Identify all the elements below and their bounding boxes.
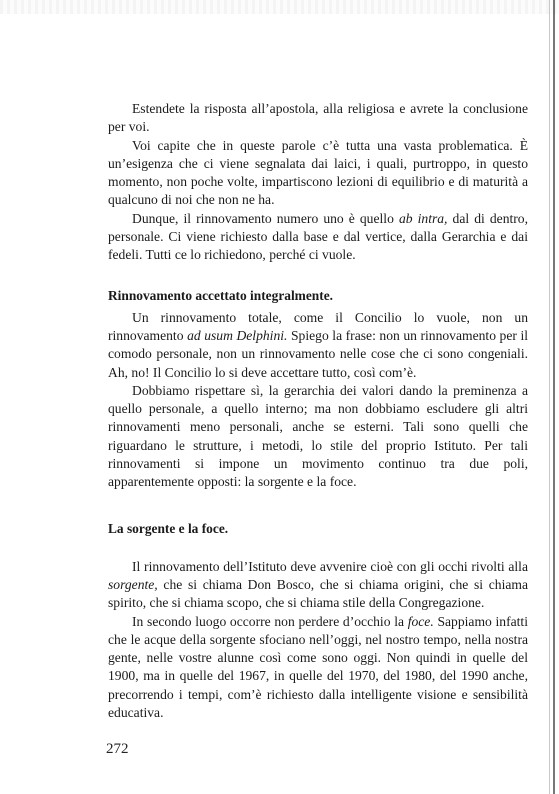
text-run: che si chiama Don Bosco, che si chiama origini, che si chiama spirito, che si chiama scopo, che si chiama stile della Congregazione. <box>108 576 528 611</box>
scan-edge-right <box>553 0 555 794</box>
section-heading-sorgente-foce: La sorgente e la foce. <box>108 520 229 536</box>
text-run: Dunque, il rinnovamento numero uno è quello <box>132 210 399 226</box>
text-run: Sappiamo infatti che le acque della sorgente sfociano nell’oggi, nel nostro tempo, nella nostra gente, nelle vostre alunne così come sono oggi. Non quindi in quelle del 1900, ma in quelle del 1967, in quelle del 1970, del 1980, del 1990 anche, precorrendo i tempi, com’è richiesto dalla intelligente visione e sensibilità educativa. <box>108 613 528 721</box>
text-run: In secondo luogo occorre non perdere d’occhio la <box>132 613 408 629</box>
paragraph-rinnovamento-totale <box>108 309 528 382</box>
paragraph-gerarchia-valori: Dobbiamo rispettare sì, la gerarchia dei valori dando la preminenza a quello personale, a quello interno; ma non dobbiamo escludere gli altri rinnovamenti meno personali, anche se esterni. Tali sono quelli che riguardano le strutture, i metodi, lo stile del proprio Istituto. Per tali rinnovamenti si impone un movimento continuo tra due poli, apparentemente opposti: la sorgente e la foce. <box>108 382 528 490</box>
italic-phrase: ab intra, <box>398 210 448 226</box>
paragraph-sorgente <box>108 558 528 613</box>
paragraph-problematica: Voi capite che in queste parole c’è tutta una vasta problematica. È un’esigenza che ci viene segnalata dai laici, i quali, purtroppo, in questo momento, non poche volte, impartiscono lezioni di equilibrio e di maturità a qualcuno di noi che non ne ha. <box>108 137 528 208</box>
page-number: 272 <box>106 741 129 757</box>
italic-phrase: foce. <box>407 613 434 629</box>
text-run: dal di dentro, personale. Ci viene richiesto dalla base e dal vertice, dalla Gerarchia e dai fedeli. Tutti ce lo richiedono, perché ci vuole. <box>108 210 528 263</box>
text-run: Il rinnovamento dell’Istituto deve avvenire cioè con gli occhi rivolti alla <box>132 558 528 574</box>
scan-edge-right-shadow <box>549 0 550 794</box>
page-body <box>108 100 528 722</box>
scan-edge-top <box>0 0 559 14</box>
paragraph-rinnovamento-ab-intra <box>108 210 528 265</box>
italic-phrase: sorgente, <box>108 576 158 592</box>
text-run: Un rinnovamento totale, come il Concilio lo vuole, non un rinnovamento <box>108 309 528 343</box>
paragraph-foce <box>108 613 528 723</box>
paragraph-intro: Estendete la risposta all’apostola, alla religiosa e avrete la conclusione per voi. <box>108 101 528 135</box>
text-run: Spiego la frase: non un rinnovamento per il comodo personale, non un rinnovamento nelle cose che ci sono congeniali. Ah, no! Il Concilio lo si deve accettare tutto, così com’è. <box>108 327 528 380</box>
italic-phrase: ad usum Delphini. <box>187 327 288 343</box>
section-heading-rinnovamento: Rinnovamento accettato integralmente. <box>108 287 333 303</box>
